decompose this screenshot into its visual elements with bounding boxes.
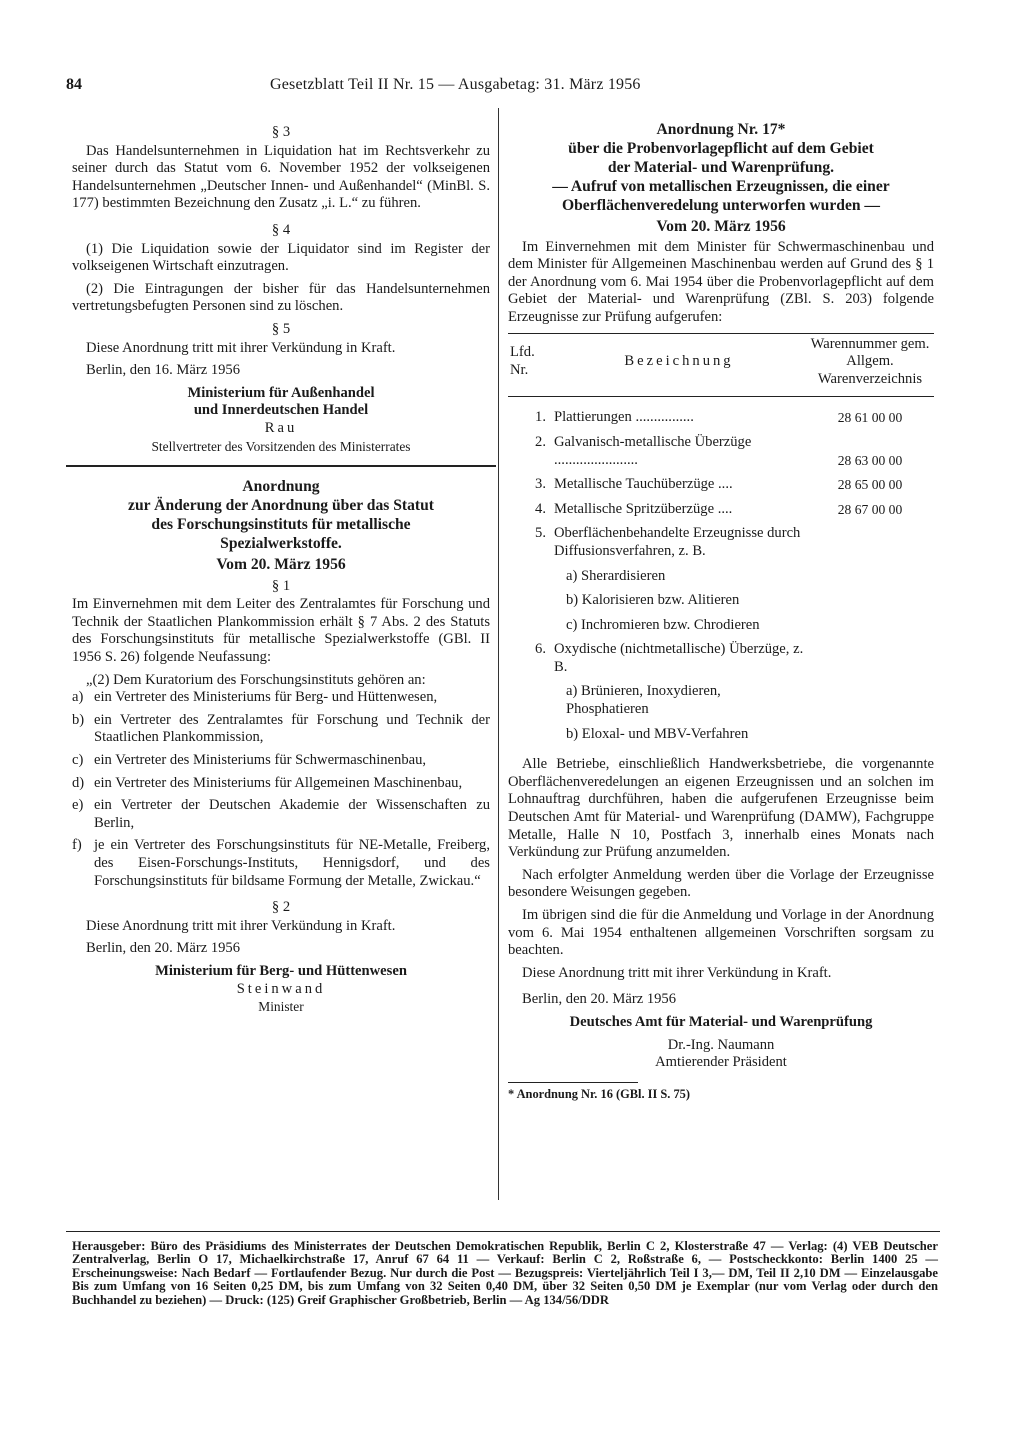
decree-date: Vom 20. März 1956 (656, 218, 786, 235)
table-header-cell: Warennummer gem. Allgem. Warenverzeichnis (810, 335, 930, 387)
page-header: Gesetzblatt Teil II Nr. 15 — Ausgabetag: 31. März 1956 (270, 76, 641, 93)
table-cell: Galvanisch-metallische Überzüge ....................... (554, 433, 752, 468)
left-column (72, 120, 490, 1016)
ministry-name: Ministerium für Außenhandel (187, 384, 375, 401)
section-heading: § 5 (271, 320, 291, 337)
table-cell: Metallische Spritzüberzüge .... (554, 500, 733, 517)
paragraph: Im Einvernehmen mit dem Leiter des Zentralamtes für Forschung und Technik der Staatlichen Plankommission erhält § 7 Abs. 2 des Statuts des Forschungsinstituts für metallische Spezialwerkstoffe (GBl. II 1956 S. 26) folgende Neufassung: (72, 596, 490, 666)
list-text: ein Vertreter des Ministeriums für Berg- und Hüttenwesen, (94, 689, 438, 706)
table-cell: b) Eloxal- und MBV-Verfahren (566, 725, 749, 742)
table-cell (508, 723, 552, 748)
table-cell: 28 67 00 00 (837, 501, 903, 517)
paragraph: (1) Die Liquidation sowie der Liquidator sind im Register der volkseigenen Wirtschaft einzutragen. (72, 240, 490, 275)
list-text: ein Vertreter des Ministeriums für Schwermaschinenbau, (94, 752, 427, 769)
list-text: ein Vertreter des Zentralamtes für Forschung und Technik der Staatlichen Plankommission, (94, 711, 490, 746)
authority-name: Deutsches Amt für Material- und Warenprüfung (569, 1013, 873, 1030)
table-row (508, 431, 934, 473)
decree-title: Anordnung Nr. 17* (656, 121, 786, 138)
table-cell: Metallische Tauchüberzüge .... (554, 476, 733, 493)
paragraph: Nach erfolgter Anmeldung werden über die Vorlage der Erzeugnisse besondere Weisungen gegeben. (508, 866, 934, 901)
date-line: Berlin, den 16. März 1956 (86, 362, 241, 379)
table-cell: 5. (535, 525, 546, 542)
table-cell (508, 565, 552, 590)
table-cell: 2. (535, 433, 546, 450)
table-cell: a) Brünieren, Inoxydieren, Phosphatieren (566, 683, 721, 718)
list-text: je ein Vertreter des Forschungsinstituts für NE-Metalle, Freiberg, des Eisen-Forschungs-Instituts, Hennigsdorf, und des Forschungsinstituts für bildsame Formung der Metalle, Zwickau.“ (94, 837, 490, 889)
table-cell: b) Kalorisieren bzw. Alitieren (566, 592, 740, 609)
table-row (508, 638, 934, 680)
table-cell: 28 63 00 00 (837, 452, 903, 468)
date-line: Berlin, den 20. März 1956 (522, 991, 677, 1008)
list-label: a) (72, 689, 84, 706)
list-item (72, 837, 490, 890)
decree-title: Oberflächenveredelung unterworfen wurden — (561, 197, 881, 214)
table-row (508, 589, 934, 614)
paragraph: Das Handelsunternehmen in Liquidation hat im Rechtsverkehr zu seiner durch das Statut vom 6. November 1952 der volkseigenen Handelsunternehmen „Deutscher Innen- und Außenhandel“ (MinBl. S. 177) bestimmten Bezeichnung den Zusatz „i. L.“ zu führen. (72, 142, 490, 212)
list-label: d) (72, 774, 85, 791)
right-column (508, 120, 934, 1103)
table-cell (806, 522, 934, 564)
section-heading: § 3 (271, 124, 291, 140)
table-cell (806, 614, 934, 639)
section-heading: § 2 (271, 899, 291, 916)
table-cell (508, 680, 552, 722)
table-cell (806, 565, 934, 590)
date-line: Berlin, den 20. März 1956 (86, 940, 241, 957)
table-row (508, 723, 934, 748)
table-cell: 6. (535, 641, 546, 658)
table-row (508, 473, 934, 498)
list-item (72, 775, 490, 793)
table-cell: c) Inchromieren bzw. Chrodieren (566, 616, 760, 633)
table-cell (508, 614, 552, 639)
signer-name: Rau (264, 419, 298, 436)
footnote: * Anordnung Nr. 16 (GBl. II S. 75) (508, 1086, 691, 1101)
table-row (508, 498, 934, 523)
publisher-imprint: Herausgeber: Büro des Präsidiums des Ministerrates der Deutschen Demokratischen Republik, Berlin C 2, Klosterstraße 47 — Verlag: (4) VEB Deutscher Zentralverlag, Berlin O 17, Michaelkirchstraße 17, Anruf 67 64 11 — Verkauf: Berlin C 2, Roßstraße 6, — Postscheckkonto: Berlin 1400 25 — Erscheinungsweise: Nach Bedarf — Fortlaufender Bezug. Nur durch die Post — Bezugspreis: Vierteljährlich Teil I 3,— DM, Teil II 2,10 DM — Einzelausgabe Bis zum Umfang von 16 Seiten 0,25 DM, bis zum Umfang von 32 Seiten 0,40 DM, über 32 Seiten 0,50 DM je Exemplar (nur vom Verlag oder durch den Buchhandel zu beziehen) — Druck: (125) Greif Graphischer Großbetrieb, Berlin — Ag 134/56/DDR (72, 1239, 938, 1307)
decree-title: Anordnung (242, 478, 320, 496)
list-label: f) (72, 837, 82, 854)
table-cell: 28 61 00 00 (837, 410, 903, 426)
ministry-name: und Innerdeutschen Handel (193, 402, 369, 419)
list-label: e) (72, 797, 84, 814)
decree-date: Vom 20. März 1956 (216, 556, 346, 574)
section-heading: § 1 (271, 577, 291, 594)
page-number: 84 (66, 76, 82, 93)
decree-title: zur Änderung der Anordnung über das Statut (128, 497, 434, 515)
table-header-cell: Lfd. Nr. (510, 344, 535, 378)
list-item (72, 797, 490, 832)
decree-title: des Forschungsinstituts für metallische (151, 516, 411, 534)
list-label: b) (72, 711, 85, 728)
signer-role: Amtierender Präsident (655, 1054, 787, 1071)
footer-divider (66, 1231, 940, 1232)
table-row (508, 565, 934, 590)
paragraph: Im übrigen sind die für die Anmeldung und Vorlage in der Anordnung vom 6. Mai 1954 enthaltenen allgemeinen Vorschriften sorgsam zu beachten. (508, 907, 934, 959)
table-cell: a) Sherardisieren (566, 567, 666, 584)
signer-role: Stellvertreter des Vorsitzenden des Ministerrates (151, 438, 411, 454)
table-cell: 1. (535, 409, 546, 426)
section-divider (66, 465, 496, 467)
decree-title: Spezialwerkstoffe. (220, 535, 342, 553)
list-text: ein Vertreter des Ministeriums für Allgemeinen Maschinenbau, (94, 774, 463, 791)
signer-name: Steinwand (236, 980, 326, 997)
decree-title: über die Probenvorlagepflicht auf dem Gebiet (568, 140, 874, 157)
table-cell (806, 723, 934, 748)
table-cell (806, 680, 934, 722)
table-header-cell: Bezeichnung (624, 353, 734, 370)
table-cell: Oxydische (nichtmetallische) Überzüge, z. B. (554, 641, 804, 675)
ministry-name: Ministerium für Berg- und Hüttenwesen (155, 962, 407, 979)
table-cell: 28 65 00 00 (837, 477, 903, 493)
table-row (508, 522, 934, 564)
table-header-row (508, 333, 934, 397)
table-row (508, 614, 934, 639)
table-cell (806, 638, 934, 680)
list-item (72, 752, 490, 770)
table-cell: 3. (535, 476, 546, 493)
paragraph: Alle Betriebe, einschließlich Handwerksbetriebe, die vorgenannte Oberflächenveredelungen an eigenen Erzeugnissen und an solchen im Lohnauftrag durchführen, haben die aufgerufenen Erzeugnisse beim Deutschen Amt für Material- und Warenprüfung (DAMW), Fachgruppe Metalle, Halle N 10, Postfach 3, innerhalb eines Monats nach Verkündung zur Prüfung anzumelden. (508, 756, 934, 861)
table-cell (508, 589, 552, 614)
products-table (508, 333, 934, 748)
signer-role: Minister (258, 999, 304, 1015)
table-cell: 4. (535, 500, 546, 517)
footnote-divider (508, 1082, 638, 1083)
decree-title: der Material- und Warenprüfung. (607, 159, 835, 176)
paragraph: Diese Anordnung tritt mit ihrer Verkündung in Kraft. (86, 917, 396, 934)
paragraph: „(2) Dem Kuratorium des Forschungsinstituts gehören an: (86, 671, 426, 688)
paragraph: Diese Anordnung tritt mit ihrer Verkündung in Kraft. (522, 964, 832, 981)
table-row (508, 397, 934, 431)
paragraph: (2) Die Eintragungen der bisher für das Handelsunternehmen vertretungsbefugten Personen sind zu löschen. (72, 280, 490, 315)
section-heading: § 4 (271, 221, 291, 238)
table-row (508, 680, 934, 722)
column-divider (498, 108, 499, 1200)
list-item (72, 689, 490, 707)
signer-name: Dr.-Ing. Naumann (667, 1036, 775, 1053)
list-item (72, 712, 490, 747)
table-cell (806, 589, 934, 614)
list-label: c) (72, 752, 84, 769)
table-cell: Plattierungen ................ (554, 409, 694, 426)
paragraph: Diese Anordnung tritt mit ihrer Verkündung in Kraft. (86, 339, 396, 356)
decree-title: — Aufruf von metallischen Erzeugnissen, die einer (552, 178, 890, 195)
paragraph: Im Einvernehmen mit dem Minister für Schwermaschinenbau und dem Minister für Allgemeinen Maschinenbau werden auf Grund des § 1 der Anordnung vom 6. Mai 1954 über die Probenvorlagepflicht auf dem Gebiet der Material- und Warenprüfung (ZBl. S. 203) folgende Erzeugnisse zur Prüfung aufgerufen: (508, 238, 934, 325)
table-cell: Oberflächenbehandelte Erzeugnisse durch Diffusionsverfahren, z. B. (554, 525, 801, 559)
list-text: ein Vertreter der Deutschen Akademie der Wissenschaften zu Berlin, (94, 797, 490, 831)
